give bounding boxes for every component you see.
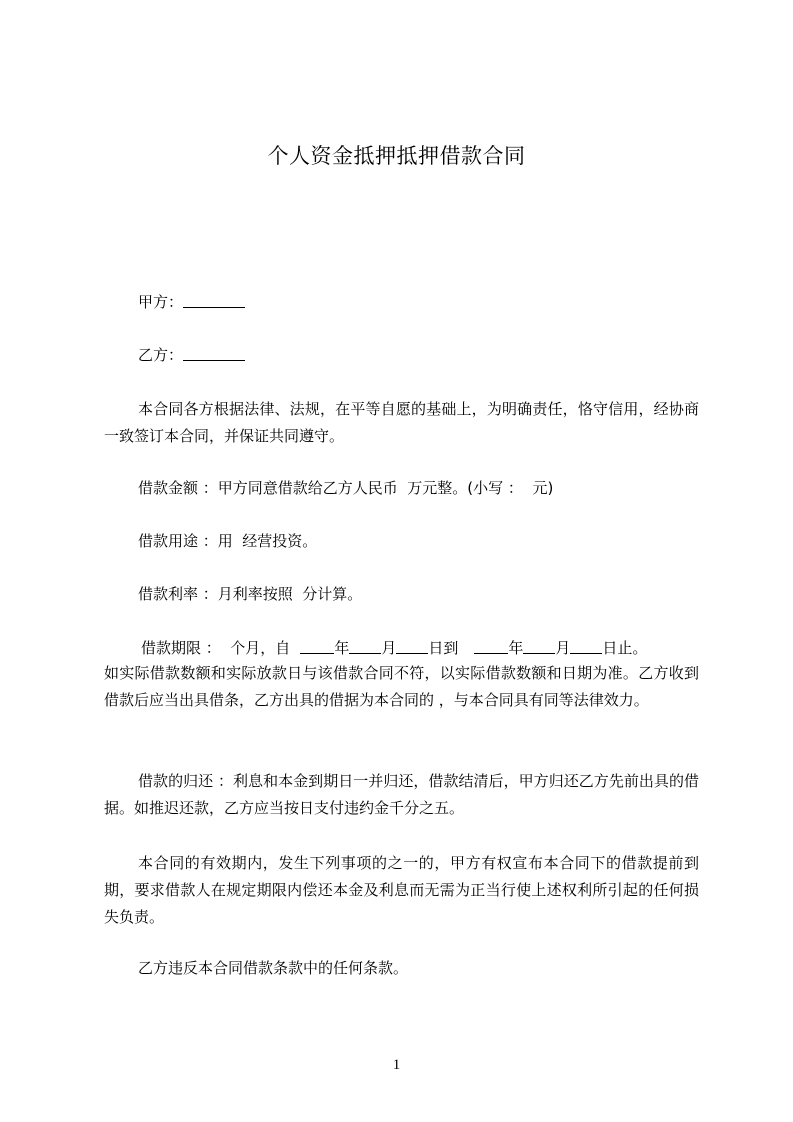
acceleration-paragraph: 本合同的有效期内，发生下列事项的之一的，甲方有权宣布本合同下的借款提前到期，要求借款人在规定期限内偿还本金及利息而无需为正当行使上述权利所引起的任何损失负责。 (104, 854, 699, 926)
repayment-paragraph: 借款的归还 ：利息和本金到期日一并归还，借款结清后，甲方归还乙方先前出具的借据。如推迟还款，乙方应当按日支付违约金千分之五。 (104, 772, 699, 817)
party-a-label: 甲方： (138, 293, 184, 311)
party-b-label: 乙方： (138, 346, 184, 364)
term-month2-blank (523, 639, 555, 654)
party-b-blank (183, 346, 245, 361)
term-year2: 年 (508, 639, 524, 657)
term-month1-blank (349, 639, 381, 654)
loan-amount-line: 借款金额 ：甲方同意借款给乙方人民币 万元整。(小写 ： 元) (138, 479, 554, 497)
breach-line: 乙方违反本合同借款条款中的任何条款。 (138, 959, 409, 977)
term-detail-paragraph: 如实际借款数额和实际放款日与该借款合同不符，以实际借款数额和日期为准。乙方收到借款后应当出具借条，乙方出具的借据为本合同的 ，与本合同具有同等法律效力。 (104, 664, 699, 709)
intro-paragraph: 本合同各方根据法律、法规，在平等自愿的基础上，为明确责任，恪守信用，经协商一致签订本合同，并保证共同遵守。 (104, 400, 699, 445)
term-day-to: 日到 (428, 639, 459, 657)
term-label: 借款期限 ： 个月，自 (141, 639, 291, 657)
party-b-line (138, 346, 245, 364)
party-a-line (138, 293, 245, 311)
loan-rate-line: 借款利率 ：月利率按照 分计算。 (138, 585, 363, 603)
document-title: 个人资金抵押抵押借款合同 (267, 144, 526, 168)
page-number: 1 (392, 1057, 401, 1073)
party-a-blank (183, 293, 245, 308)
term-year2-blank (474, 639, 508, 654)
loan-term-line (141, 639, 647, 657)
term-day2-blank (570, 639, 602, 654)
term-day1-blank (396, 639, 428, 654)
term-year1: 年 (334, 639, 350, 657)
loan-purpose-line: 借款用途 ：用 经营投资。 (138, 532, 318, 550)
term-day-end: 日止。 (602, 639, 648, 657)
term-month2: 月 (555, 639, 571, 657)
term-month1: 月 (381, 639, 397, 657)
term-year1-blank (300, 639, 334, 654)
